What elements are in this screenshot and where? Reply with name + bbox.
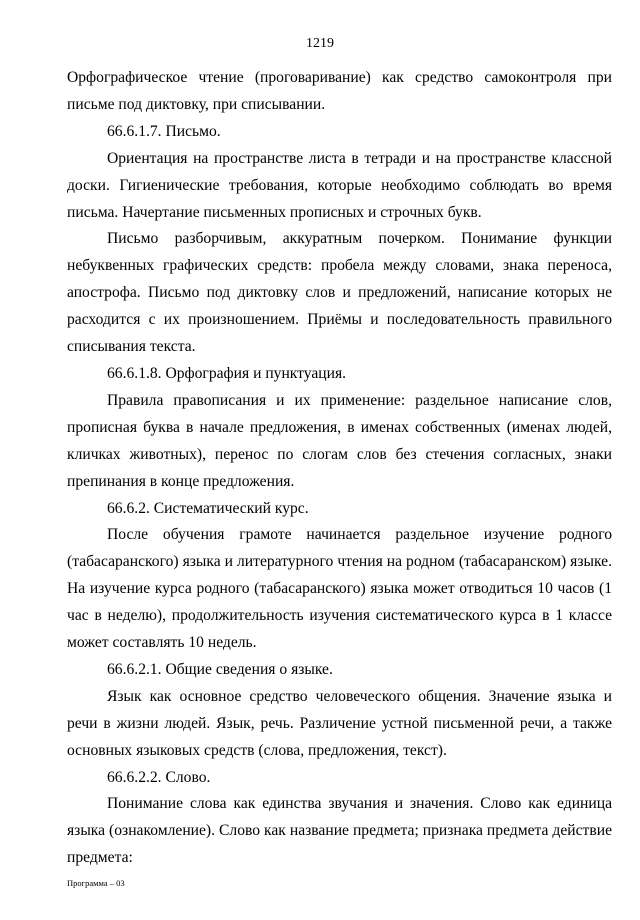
paragraph: После обучения грамоте начинается раздельное изучение родного (табасаранского) языка и литературного чтения на родном (табасаранском) языке. На изучение курса родного (табасаранского) языка может отводиться 10 часов (1 час в неделю), продолжительность изучения систематического курса в 1 классе может составлять 10 недель. — [67, 526, 612, 652]
heading-66-6-1-8: 66.6.1.8. Орфография и пунктуация. — [107, 364, 347, 382]
paragraph: Письмо разборчивым, аккуратным почерком. Понимание функции небуквенных графических средств: пробела между словами, знака переноса, апострофа. Письмо под диктовку слов и предложений, написание которых не расходится с их произношением. Приёмы и последовательность правильного списывания текста. — [67, 230, 612, 356]
heading-66-6-2-2: 66.6.2.2. Слово. — [107, 768, 211, 786]
page-footer: Программа – 03 — [67, 878, 125, 888]
paragraph: Правила правописания и их применение: раздельное написание слов, прописная буква в начале предложения, в именах собственных (именах людей, кличках животных), перенос по слогам слов без стечения согласных, знаки препинания в конце предложения. — [67, 391, 612, 490]
heading-66-6-2-1: 66.6.2.1. Общие сведения о языке. — [107, 660, 333, 678]
paragraph-continuation: Орфографическое чтение (проговаривание) как средство самоконтроля при письме под диктовку, при списывании. — [67, 69, 612, 113]
heading-66-6-2: 66.6.2. Систематический курс. — [107, 499, 309, 517]
page-number: 1219 — [306, 36, 334, 51]
heading-66-6-1-7: 66.6.1.7. Письмо. — [107, 122, 221, 140]
paragraph: Понимание слова как единства звучания и значения. Слово как единица языка (ознакомление). Слово как название предмета; признака предмета действие предмета: — [67, 795, 612, 867]
paragraph: Язык как основное средство человеческого общения. Значение языка и речи в жизни людей. Язык, речь. Различение устной письменной речи, а также основных языковых средств (слова, предложения, текст). — [67, 687, 612, 759]
paragraph: Ориентация на пространстве листа в тетради и на пространстве классной доски. Гигиенические требования, которые необходимо соблюдать во время письма. Начертание письменных прописных и строчных букв. — [67, 149, 612, 221]
body-text — [67, 65, 612, 872]
